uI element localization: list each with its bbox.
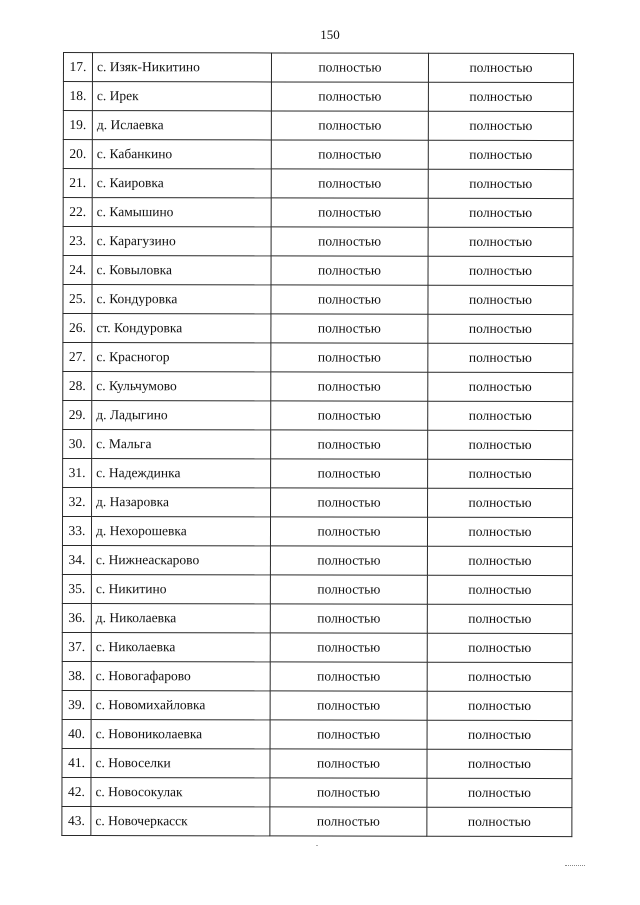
status-cell-a: полностью: [271, 198, 428, 227]
status-cell-b: полностью: [428, 488, 573, 517]
table-row: [62, 545, 572, 575]
table-row: [63, 111, 573, 141]
table-row: [62, 574, 572, 604]
settlement-name-cell: ст. Кондуровка: [92, 314, 271, 343]
status-cell-b: полностью: [428, 459, 573, 488]
settlement-name-cell: д. Нехорошевка: [91, 517, 270, 546]
status-cell-a: полностью: [271, 488, 428, 517]
status-cell-b: полностью: [427, 575, 572, 604]
table-row: [63, 256, 573, 286]
row-number-cell: 17.: [63, 53, 92, 82]
status-cell-a: полностью: [270, 662, 427, 691]
status-cell-b: полностью: [428, 343, 573, 372]
status-cell-b: полностью: [428, 82, 573, 111]
row-number-cell: 23.: [63, 227, 92, 256]
row-number-cell: 29.: [63, 401, 92, 430]
row-number-cell: 27.: [63, 343, 92, 372]
status-cell-a: полностью: [270, 691, 427, 720]
status-cell-b: полностью: [427, 749, 572, 778]
table-row: [62, 690, 572, 720]
settlement-name-cell: с. Каировка: [92, 169, 271, 198]
table-row: [63, 401, 573, 431]
row-number-cell: 18.: [63, 82, 92, 111]
settlement-name-cell: д. Назаровка: [92, 488, 271, 517]
row-number-cell: 40.: [62, 719, 91, 748]
status-cell-a: полностью: [271, 343, 428, 372]
row-number-cell: 24.: [63, 256, 92, 285]
settlement-name-cell: с. Новоселки: [91, 749, 270, 778]
status-cell-b: полностью: [428, 227, 573, 256]
row-number-cell: 32.: [63, 488, 92, 517]
status-cell-a: полностью: [271, 227, 428, 256]
table-row: [63, 198, 573, 228]
settlement-name-cell: с. Никитино: [91, 575, 270, 604]
status-cell-a: полностью: [271, 459, 428, 488]
row-number-cell: 39.: [62, 690, 91, 719]
table-row: [62, 661, 572, 691]
status-cell-b: полностью: [428, 372, 573, 401]
status-cell-b: полностью: [428, 430, 573, 459]
settlement-name-cell: с. Новониколаевка: [91, 720, 270, 749]
settlement-name-cell: с. Мальга: [92, 430, 271, 459]
table-row: [62, 517, 572, 547]
scan-artifact: [316, 845, 318, 846]
scan-artifact-mark: [565, 865, 585, 868]
status-cell-a: полностью: [271, 256, 428, 285]
settlement-name-cell: с. Николаевка: [91, 633, 270, 662]
row-number-cell: 36.: [62, 603, 91, 632]
status-cell-a: полностью: [271, 169, 428, 198]
status-cell-a: полностью: [271, 372, 428, 401]
row-number-cell: 20.: [63, 140, 92, 169]
status-cell-a: полностью: [270, 720, 427, 749]
row-number-cell: 42.: [62, 777, 91, 806]
status-cell-b: полностью: [427, 517, 572, 546]
settlement-name-cell: д. Николаевка: [91, 604, 270, 633]
status-cell-b: полностью: [428, 140, 573, 169]
table-row: [63, 53, 573, 83]
table-row: [63, 169, 573, 199]
settlement-name-cell: с. Нижнеаскарово: [91, 546, 270, 575]
table-row: [63, 488, 573, 518]
row-number-cell: 37.: [62, 632, 91, 661]
status-cell-b: полностью: [428, 285, 573, 314]
row-number-cell: 21.: [63, 169, 92, 198]
status-cell-a: полностью: [270, 633, 427, 662]
status-cell-a: полностью: [271, 314, 428, 343]
table-row: [63, 430, 573, 460]
status-cell-a: полностью: [271, 430, 428, 459]
table-row: [63, 227, 573, 257]
row-number-cell: 31.: [63, 459, 92, 488]
settlement-name-cell: с. Надеждинка: [92, 459, 271, 488]
settlement-name-cell: с. Камышино: [92, 198, 271, 227]
settlements-table: [61, 52, 574, 837]
row-number-cell: 35.: [62, 574, 91, 603]
status-cell-b: полностью: [428, 169, 573, 198]
row-number-cell: 26.: [63, 314, 92, 343]
status-cell-a: полностью: [271, 111, 428, 140]
status-cell-b: полностью: [427, 662, 572, 691]
status-cell-b: полностью: [427, 604, 572, 633]
table-row: [62, 632, 572, 662]
table-row: [63, 140, 573, 170]
status-cell-a: полностью: [270, 807, 427, 836]
status-cell-b: полностью: [427, 778, 572, 807]
status-cell-b: полностью: [428, 256, 573, 285]
table-row: [62, 806, 572, 836]
status-cell-b: полностью: [428, 111, 573, 140]
table-body: [62, 53, 574, 837]
row-number-cell: 41.: [62, 748, 91, 777]
settlement-name-cell: с. Кульчумово: [92, 372, 271, 401]
status-cell-b: полностью: [427, 633, 572, 662]
status-cell-a: полностью: [271, 140, 428, 169]
table-row: [63, 459, 573, 489]
row-number-cell: 30.: [63, 430, 92, 459]
row-number-cell: 33.: [62, 517, 91, 546]
table-row: [62, 719, 572, 749]
status-cell-b: полностью: [428, 198, 573, 227]
settlement-name-cell: с. Новочеркасск: [91, 807, 270, 836]
settlement-name-cell: с. Новомихайловка: [91, 691, 270, 720]
status-cell-b: полностью: [427, 546, 572, 575]
settlement-name-cell: с. Изяк-Никитино: [92, 53, 271, 82]
row-number-cell: 19.: [63, 111, 92, 140]
status-cell-a: полностью: [271, 53, 428, 82]
settlement-name-cell: с. Красногор: [92, 343, 271, 372]
table-row: [63, 372, 573, 402]
row-number-cell: 28.: [63, 372, 92, 401]
page-number: 150: [320, 27, 340, 42]
table-row: [62, 748, 572, 778]
status-cell-a: полностью: [271, 285, 428, 314]
settlement-name-cell: с. Карагузино: [92, 227, 271, 256]
table-row: [63, 343, 573, 373]
settlement-name-cell: с. Ковыловка: [92, 256, 271, 285]
settlement-name-cell: с. Кабанкино: [92, 140, 271, 169]
row-number-cell: 43.: [62, 806, 91, 835]
status-cell-a: полностью: [270, 546, 427, 575]
status-cell-b: полностью: [427, 691, 572, 720]
row-number-cell: 22.: [63, 198, 92, 227]
settlement-name-cell: д. Ладыгино: [92, 401, 271, 430]
row-number-cell: 25.: [63, 285, 92, 314]
settlement-name-cell: с. Новосокулак: [91, 778, 270, 807]
status-cell-b: полностью: [428, 53, 573, 82]
row-number-cell: 38.: [62, 661, 91, 690]
status-cell-a: полностью: [270, 749, 427, 778]
status-cell-a: полностью: [271, 82, 428, 111]
status-cell-a: полностью: [270, 778, 427, 807]
status-cell-b: полностью: [427, 807, 572, 836]
row-number-cell: 34.: [62, 545, 91, 574]
status-cell-a: полностью: [270, 604, 427, 633]
table-row: [62, 777, 572, 807]
table-row: [63, 285, 573, 315]
status-cell-a: полностью: [271, 401, 428, 430]
settlement-name-cell: д. Ислаевка: [92, 111, 271, 140]
table-row: [63, 314, 573, 344]
status-cell-a: полностью: [270, 575, 427, 604]
settlement-name-cell: с. Кондуровка: [92, 285, 271, 314]
settlement-name-cell: с. Новогафарово: [91, 662, 270, 691]
table-row: [62, 603, 572, 633]
status-cell-a: полностью: [270, 517, 427, 546]
status-cell-b: полностью: [427, 720, 572, 749]
settlement-name-cell: с. Ирек: [92, 82, 271, 111]
status-cell-b: полностью: [428, 401, 573, 430]
table-row: [63, 82, 573, 112]
status-cell-b: полностью: [428, 314, 573, 343]
